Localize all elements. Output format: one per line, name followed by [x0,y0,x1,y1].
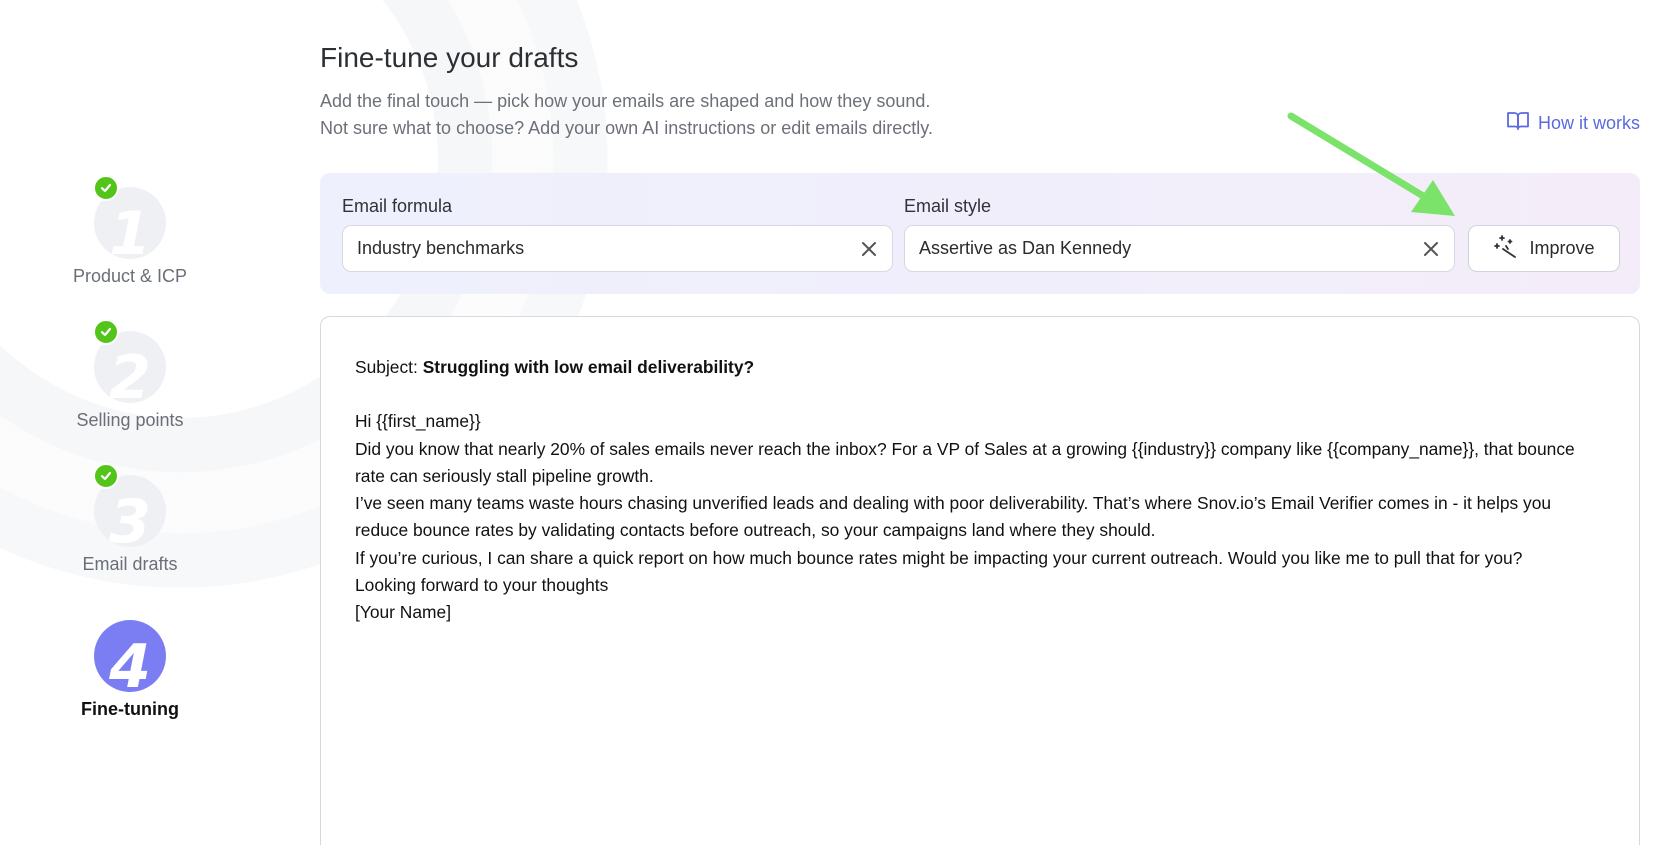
email-body-line: I’ve seen many teams waste hours chasing unverified leads and dealing with poor deliverability. That’s where Snov.io’s Email Verifier comes in - it helps you reduce bounce rates by validating contacts before outreach, so your campaigns land where they should. [355,493,1552,541]
close-icon[interactable] [1420,238,1442,260]
email-body-line: Looking forward to your thoughts [355,575,609,596]
step-number: 3 [109,487,151,547]
email-body-line: If you’re curious, I can share a quick report on how much bounce rates might be impacting your current outreach. Would you like me to pull that for you? [355,547,1523,568]
page-subtitle [320,88,1220,142]
email-body-line: [Your Name] [355,602,452,623]
subtitle-line: Not sure what to choose? Add your own AI instructions or edit emails directly. [320,118,933,138]
step-number: 2 [109,343,151,403]
step-label: Email drafts [82,554,178,574]
email-formula-select[interactable] [342,225,893,272]
subject-text: Struggling with low email deliverability? [422,357,755,377]
subtitle-line: Add the final touch — pick how your emails are shaped and how they sound. [320,91,931,111]
email-body-line: Hi {{first_name}} [355,411,481,432]
step-number: 4 [109,632,151,692]
step-label: Fine-tuning [81,699,179,719]
email-editor[interactable] [320,316,1640,845]
step-label: Product & ICP [72,266,188,286]
step-circle [94,620,166,692]
step-label: Selling points [76,410,184,430]
style-label: Email style [904,196,992,216]
subject-prefix: Subject: [355,357,418,377]
close-icon[interactable] [858,238,880,260]
email-body-line: Did you know that nearly 20% of sales emails never reach the inbox? For a VP of Sales at a growing {{industry}} company like {{company_name}}, that bounce rate can seriously stall pipeline growth. [355,438,1575,486]
formula-value: Industry benchmarks [357,238,525,258]
email-subject-line [355,354,1605,381]
page-title: Fine-tune your drafts [320,42,579,73]
book-open-icon [1506,110,1530,137]
magic-wand-icon [1493,233,1519,264]
email-style-select[interactable] [904,225,1455,272]
check-icon [93,463,119,489]
how-it-works-label: How it works [1537,113,1640,133]
formula-label: Email formula [342,196,453,216]
improve-button[interactable] [1468,225,1620,272]
improve-label: Improve [1529,238,1595,258]
step-number: 1 [109,199,151,259]
check-icon [93,175,119,201]
check-icon [93,319,119,345]
how-it-works-link[interactable] [1506,110,1640,137]
style-value: Assertive as Dan Kennedy [919,238,1132,258]
annotation-arrow [1285,108,1465,228]
